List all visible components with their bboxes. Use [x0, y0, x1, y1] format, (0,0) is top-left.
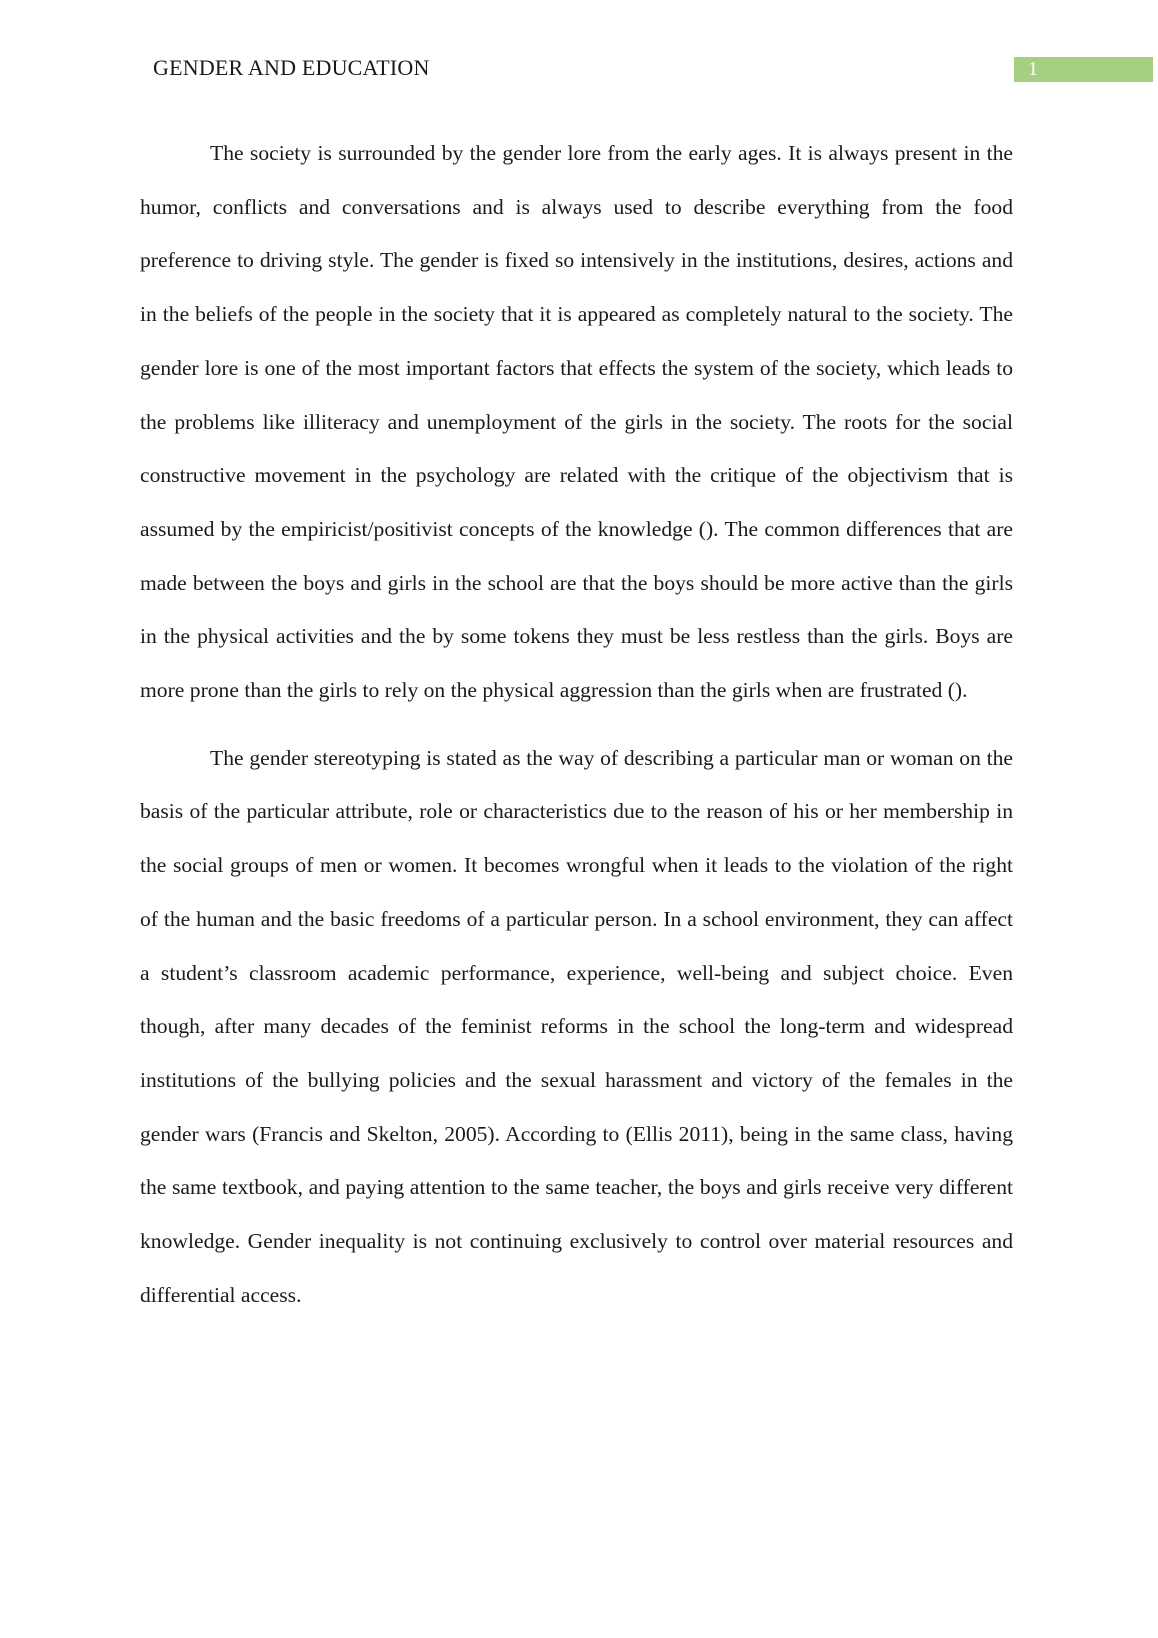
paragraph-gender-lore: The society is surrounded by the gender lore from the early ages. It is always present in the humor, conflicts and conversations and is always used to describe everything from the food preference to driving style. The gender is fixed so intensively in the institutions, desires, actions and in the beliefs of the people in the society that it is appeared as completely natural to the society. The gender lore is one of the most important factors that effects the system of the society, which leads to the problems like illiteracy and unemployment of the girls in the society. The roots for the social constructive movement in the psychology are related with the critique of the objectivism that is assumed by the empiricist/positivist concepts of the knowledge (). The common differences that are made between the boys and girls in the school are that the boys should be more active than the girls in the physical activities and the by some tokens they must be less restless than the girls. Boys are more prone than the girls to rely on the physical aggression than the girls when are frustrated (). [140, 141, 1013, 703]
page-number-badge: 1 [1014, 57, 1153, 82]
paragraph-gender-stereotyping: The gender stereotyping is stated as the way of describing a particular man or woman on the basis of the particular attribute, role or characteristics due to the reason of his or her membership in the social groups of men or women. It becomes wrongful when it leads to the violation of the right of the human and the basic freedoms of a particular person. In a school environment, they can affect a student’s classroom academic performance, experience, well-being and subject choice. Even though, after many decades of the feminist reforms in the school the long-term and widespread institutions of the bullying policies and the sexual harassment and victory of the females in the gender wars (Francis and Skelton, 2005). According to (Ellis 2011), being in the same class, having the same textbook, and paying attention to the same teacher, the boys and girls receive very different knowledge. Gender inequality is not continuing exclusively to control over material resources and differential access. [140, 745, 1013, 1307]
running-head: GENDER AND EDUCATION [153, 55, 430, 80]
body-text [140, 127, 1013, 1322]
